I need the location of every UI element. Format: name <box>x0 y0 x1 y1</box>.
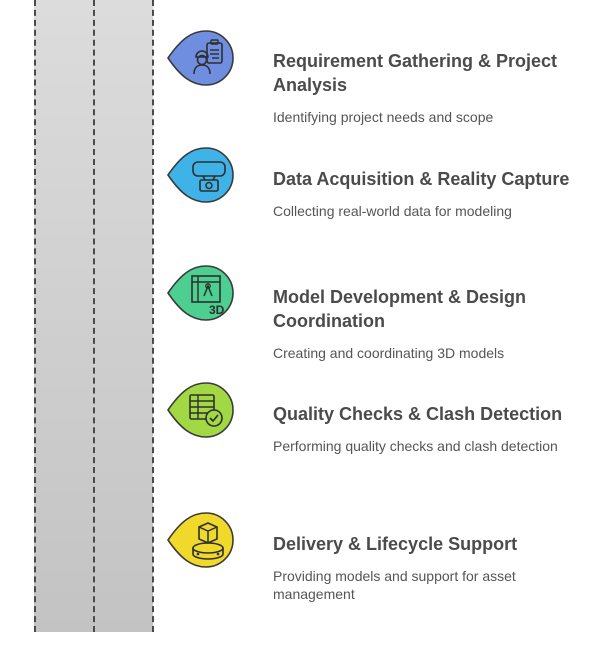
step-text <box>273 285 573 362</box>
step-title: Quality Checks & Clash Detection <box>273 404 563 424</box>
checklist-check-icon <box>166 381 236 439</box>
step-marker <box>166 29 236 87</box>
road-left-edge-line <box>34 0 36 632</box>
step-text <box>273 402 573 455</box>
step-title: Requirement Gathering & Project Analysis <box>273 51 558 95</box>
step-text <box>273 532 573 603</box>
vr-headset-scan-icon <box>166 146 236 204</box>
step-title: Delivery & Lifecycle Support <box>273 534 518 554</box>
step-description: Identifying project needs and scope <box>273 109 494 125</box>
step-marker <box>166 381 236 439</box>
package-delivery-icon <box>166 511 236 569</box>
step-text <box>273 49 573 126</box>
step-title: Data Acquisition & Reality Capture <box>273 169 570 189</box>
step-description: Performing quality checks and clash detection <box>273 438 558 454</box>
step-marker <box>166 511 236 569</box>
step-description: Collecting real-world data for modeling <box>273 203 512 219</box>
road-right-edge-line <box>152 0 154 632</box>
step-marker <box>166 146 236 204</box>
step-marker <box>166 264 236 322</box>
engineer-clipboard-icon <box>166 29 236 87</box>
step-description: Creating and coordinating 3D models <box>273 345 505 361</box>
step-text <box>273 167 573 220</box>
step-title: Model Development & Design Coordination <box>273 287 527 331</box>
3d-blueprint-icon <box>166 264 236 322</box>
3d-label: 3D <box>209 303 225 317</box>
road-center-line <box>93 0 95 632</box>
step-description: Providing models and support for asset management <box>273 568 516 602</box>
